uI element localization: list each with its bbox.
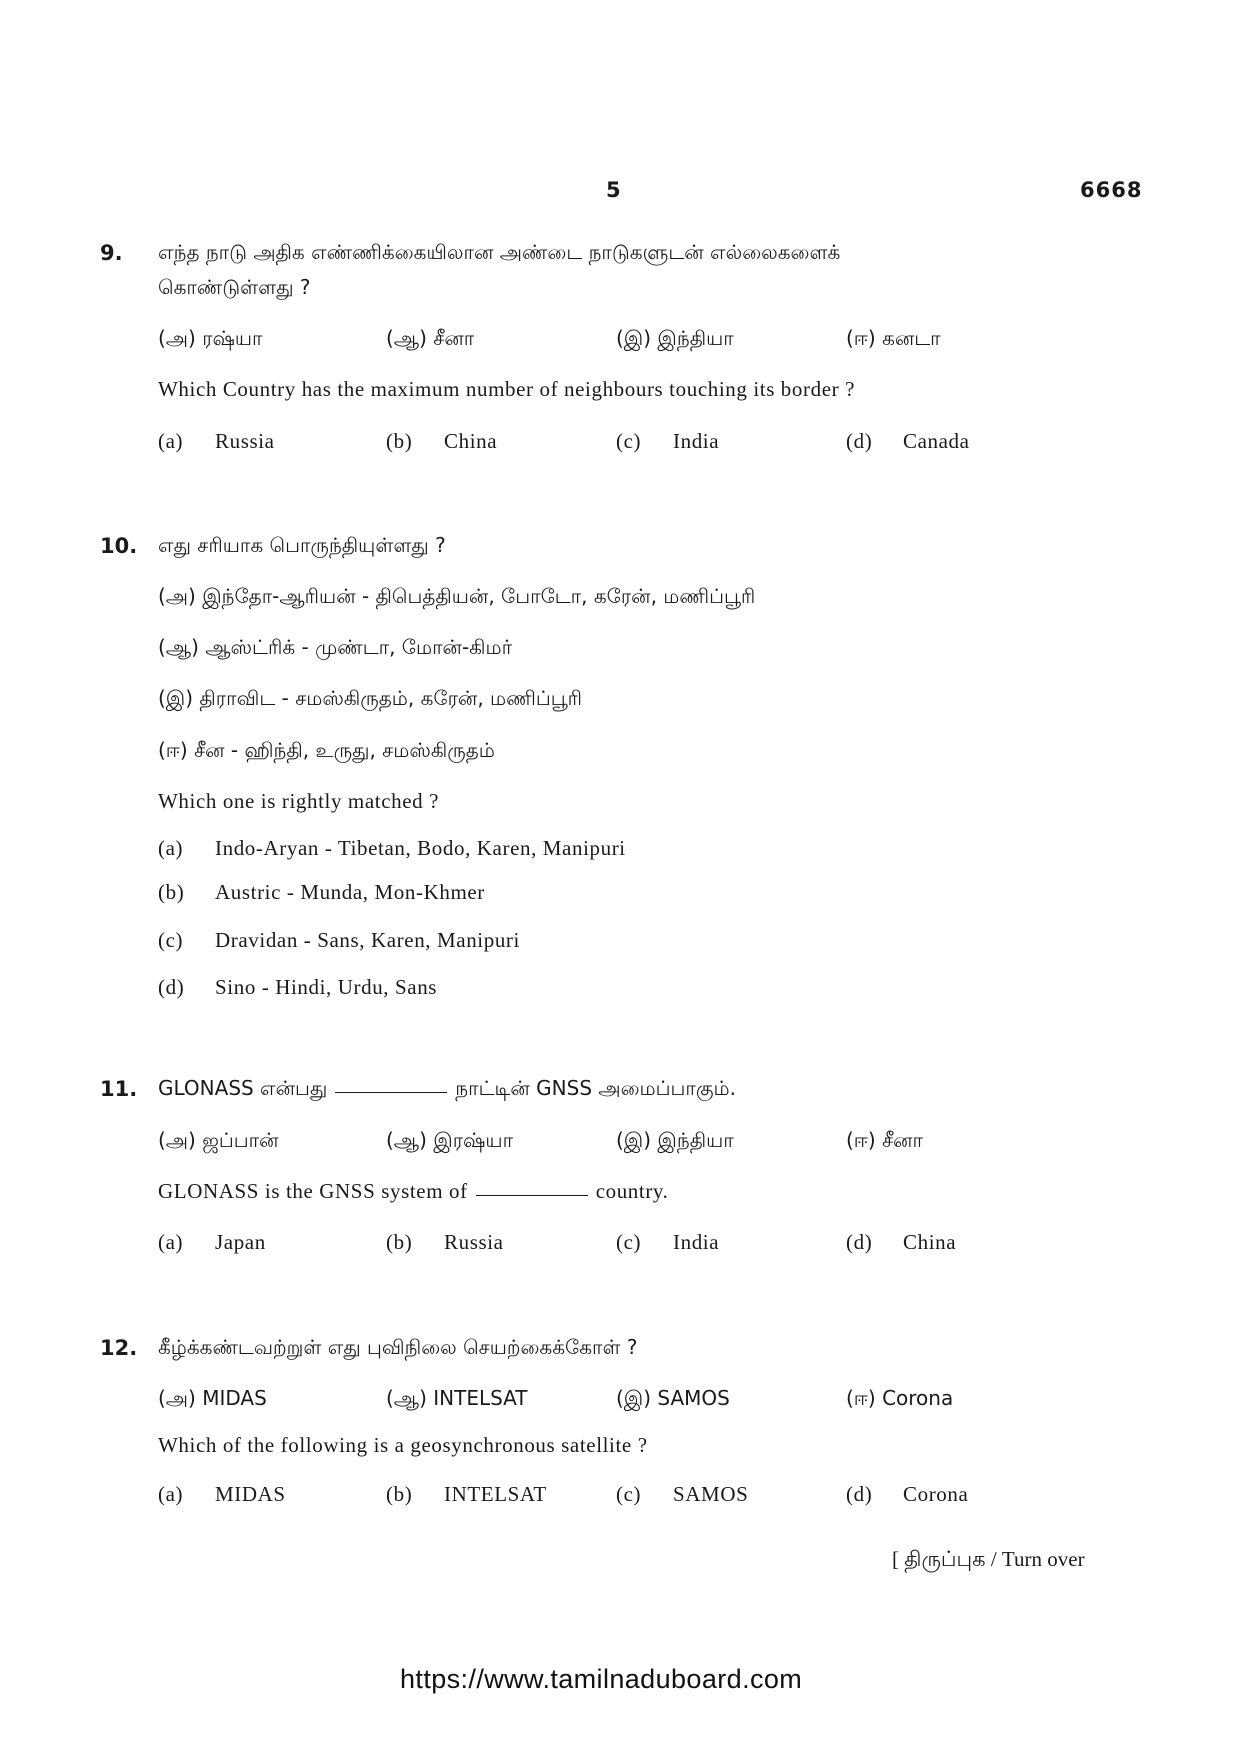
question-tamil-before: GLONASS என்பது [158, 1076, 328, 1100]
option-label: (b) [386, 1230, 413, 1254]
option-text: China [444, 429, 498, 453]
option-label: (a) [158, 1482, 184, 1506]
turn-over-note: [ திருப்புக / Turn over [892, 1547, 1085, 1571]
option-text: Dravidan - Sans, Karen, Manipuri [215, 928, 520, 952]
tamil-option: (அ) ஜப்பான் [158, 1128, 279, 1152]
question-english: Which one is rightly matched ? [158, 789, 440, 813]
tamil-option: (ஈ) Corona [846, 1386, 954, 1410]
option-text: Sino - Hindi, Urdu, Sans [215, 975, 438, 999]
question-english [158, 1179, 669, 1204]
tamil-option: (ஆ) INTELSAT [386, 1386, 528, 1410]
option-text: Corona [903, 1482, 969, 1506]
question-tamil-after: நாட்டின் GNSS அமைப்பாகும். [455, 1076, 736, 1100]
tamil-option: (ஆ) ஆஸ்ட்ரிக் - முண்டா, மோன்-கிமர் [158, 635, 513, 659]
tamil-option: (ஆ) இரஷ்யா [386, 1128, 514, 1152]
tamil-option: (ஆ) சீனா [386, 326, 475, 350]
tamil-option: (அ) ரஷ்யா [158, 326, 263, 350]
question-english-before: GLONASS is the GNSS system of [158, 1179, 468, 1203]
question-english: Which of the following is a geosynchronous satellite ? [158, 1433, 648, 1457]
tamil-option: (ஈ) சீன - ஹிந்தி, உருது, சமஸ்கிருதம் [158, 738, 495, 762]
option-text: SAMOS [673, 1482, 749, 1506]
option-text: Canada [903, 429, 970, 453]
tamil-option: (அ) MIDAS [158, 1386, 267, 1410]
option-text: Japan [215, 1230, 266, 1254]
option-text: China [903, 1230, 957, 1254]
option-text: Russia [215, 429, 275, 453]
option-label: (c) [616, 429, 642, 453]
source-url: https://www.tamilnaduboard.com [400, 1664, 803, 1694]
page-number: 5 [606, 178, 621, 202]
question-tamil-line [158, 1076, 736, 1103]
tamil-option: (இ) திராவிட - சமஸ்கிருதம், கரேன், மணிப்பூரி [158, 686, 583, 710]
option-text: India [673, 1230, 720, 1254]
answer-blank [476, 1195, 588, 1196]
option-text: India [673, 429, 720, 453]
tamil-option: (அ) இந்தோ-ஆரியன் - திபெத்தியன், போடோ, கரேன், மணிப்பூரி [158, 584, 756, 608]
option-label: (d) [846, 1230, 873, 1254]
option-label: (b) [158, 880, 185, 904]
option-text: MIDAS [215, 1482, 286, 1506]
option-label: (b) [386, 1482, 413, 1506]
option-label: (c) [616, 1230, 642, 1254]
option-text: Austric - Munda, Mon-Khmer [215, 880, 485, 904]
question-number: 10. [100, 534, 138, 558]
question-english-after: country. [595, 1179, 669, 1203]
option-label: (c) [616, 1482, 642, 1506]
question-tamil-line: கீழ்க்கண்டவற்றுள் எது புவிநிலை செயற்கைக்கோள் ? [158, 1335, 638, 1359]
tamil-option: (ஈ) கனடா [846, 326, 941, 350]
tamil-option: (இ) இந்தியா [616, 1128, 734, 1152]
question-tamil-line: எது சரியாக பொருந்தியுள்ளது ? [158, 533, 446, 557]
option-label: (b) [386, 429, 413, 453]
option-label: (c) [158, 928, 184, 952]
option-label: (d) [846, 429, 873, 453]
option-label: (a) [158, 1230, 184, 1254]
option-label: (d) [158, 975, 185, 999]
question-number: 12. [100, 1336, 138, 1360]
tamil-option: (இ) இந்தியா [616, 326, 734, 350]
paper-code: 6668 [1080, 178, 1143, 202]
question-number: 11. [100, 1077, 138, 1101]
question-tamil-line: எந்த நாடு அதிக எண்ணிக்கையிலான அண்டை நாடுகளுடன் எல்லைகளைக் [158, 240, 841, 264]
question-number: 9. [100, 241, 123, 265]
option-label: (d) [846, 1482, 873, 1506]
option-text: Russia [444, 1230, 504, 1254]
option-label: (a) [158, 836, 184, 860]
answer-blank [335, 1092, 447, 1093]
question-tamil-line: கொண்டுள்ளது ? [158, 275, 311, 299]
option-label: (a) [158, 429, 184, 453]
option-text: Indo-Aryan - Tibetan, Bodo, Karen, Manipuri [215, 836, 626, 860]
tamil-option: (ஈ) சீனா [846, 1128, 923, 1152]
tamil-option: (இ) SAMOS [616, 1386, 730, 1410]
option-text: INTELSAT [444, 1482, 547, 1506]
question-english: Which Country has the maximum number of neighbours touching its border ? [158, 377, 855, 401]
